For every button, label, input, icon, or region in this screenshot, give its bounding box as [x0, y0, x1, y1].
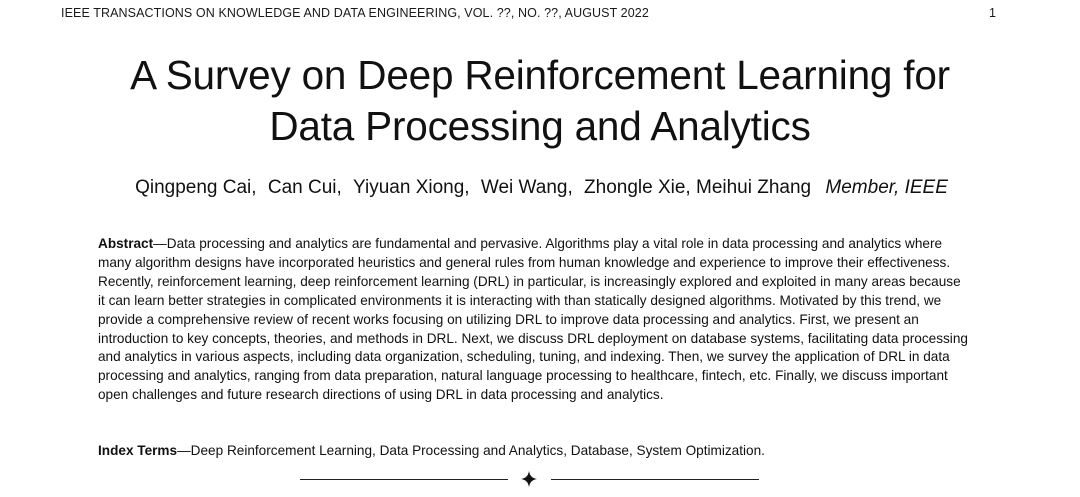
running-head: IEEE TRANSACTIONS ON KNOWLEDGE AND DATA ENGINEERING, VOL. ??, NO. ??, AUGUST 2022 [61, 6, 649, 20]
abstract-label: Abstract [98, 236, 154, 251]
divider-rule-left [300, 479, 508, 480]
abstract-text: —Data processing and analytics are fundamental and pervasive. Algorithms play a vital role in data processing and analytics where many algorithm designs have incorporated heuristics and general rules from human knowledge and experience to improve their effectiveness. Recently, reinforcement learning, deep reinforcement learning (DRL) in particular, is increasingly explored and exploited in many areas because it can learn better strategies in complicated environments it is interacting with than statically designed algorithms. Motivated by this trend, we provide a comprehensive review of recent works focusing on utilizing DRL to improve data processing and analytics. First, we present an introduction to key concepts, theories, and methods in DRL. Next, we discuss DRL deployment on database systems, facilitating data processing and analytics in various aspects, including data organization, scheduling, tuning, and indexing. Then, we survey the application of DRL in data processing and analytics, ranging from data preparation, natural language processing to healthcare, fintech, etc. Finally, we discuss important open challenges and future research directions of using DRL in data processing and analytics. [98, 236, 968, 403]
author-list [40, 177, 1040, 199]
page-number: 1 [989, 6, 996, 20]
author-name: Zhongle Xie, Meihui Zhang [584, 177, 812, 198]
section-divider [0, 470, 1080, 490]
paper-title [40, 50, 1040, 152]
author-name: Wei Wang, [480, 177, 573, 198]
author-name: Yiyuan Xiong, [353, 177, 470, 198]
index-terms-text: —Deep Reinforcement Learning, Data Processing and Analytics, Database, System Optimization. [177, 443, 765, 458]
diamond-ornament-icon [520, 470, 538, 488]
author-name: Can Cui, [267, 177, 342, 198]
author-membership: Member, IEEE [825, 177, 948, 198]
index-terms-label: Index Terms [98, 443, 178, 458]
abstract [98, 235, 968, 405]
author-name: Qingpeng Cai, [135, 177, 257, 198]
index-terms [98, 442, 968, 460]
paper-title-line-1: A Survey on Deep Reinforcement Learning for [130, 52, 950, 98]
divider-rule-right [551, 479, 759, 480]
paper-title-line-2: Data Processing and Analytics [269, 103, 811, 149]
